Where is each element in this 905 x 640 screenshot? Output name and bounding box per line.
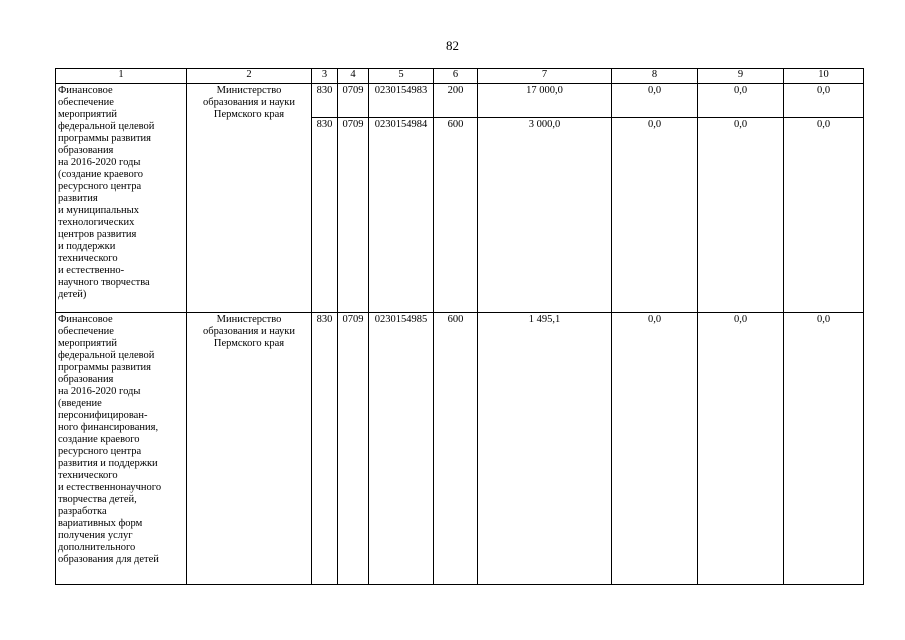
cell-amount-col7: 17 000,0 — [478, 84, 612, 118]
desc-line: технического — [58, 253, 118, 264]
cell-target-code: 0230154983 — [369, 84, 434, 118]
row-1-ministry: Министерство образования и науки Пермского края — [187, 84, 312, 313]
desc-line: и муниципальных — [58, 205, 139, 216]
cell-expense-type: 200 — [434, 84, 478, 118]
cell-target-code: 0230154985 — [369, 313, 434, 585]
row-2-description — [56, 313, 187, 585]
header-col-5: 5 — [369, 69, 434, 84]
desc-line: образования — [58, 374, 114, 385]
desc-line: программы развития — [58, 362, 151, 373]
desc-line: центров развития — [58, 229, 137, 240]
desc-line: ресурсного центра — [58, 446, 142, 457]
header-col-1: 1 — [56, 69, 187, 84]
desc-line: и естественнонаучного — [58, 482, 162, 493]
desc-line: дополнительного — [58, 542, 136, 553]
desc-line: персонифицирован- — [58, 410, 148, 421]
desc-line: вариативных форм — [58, 518, 143, 529]
budget-table — [55, 68, 864, 585]
desc-line: Финансовое — [58, 314, 113, 325]
row-2-ministry: Министерство образования и науки Пермского края — [187, 313, 312, 585]
table-row — [56, 84, 864, 118]
cell-amount-col8: 0,0 — [612, 313, 698, 585]
cell-section-code: 0709 — [338, 313, 369, 585]
desc-line: получения услуг — [58, 530, 133, 541]
cell-amount-col10: 0,0 — [784, 118, 864, 313]
page-number: 82 — [446, 38, 459, 53]
desc-line: Финансовое — [58, 85, 113, 96]
desc-line: федеральной целевой — [58, 121, 155, 132]
row-1-description — [56, 84, 187, 313]
header-col-7: 7 — [478, 69, 612, 84]
cell-amount-col7: 3 000,0 — [478, 118, 612, 313]
cell-amount-col10: 0,0 — [784, 84, 864, 118]
desc-line: технического — [58, 470, 118, 481]
desc-line: мероприятий — [58, 338, 117, 349]
cell-target-code: 0230154984 — [369, 118, 434, 313]
desc-line: ного финансирования, — [58, 422, 159, 433]
desc-line: (введение — [58, 398, 102, 409]
cell-code-830: 830 — [312, 118, 338, 313]
header-col-3: 3 — [312, 69, 338, 84]
cell-amount-col7: 1 495,1 — [478, 313, 612, 585]
cell-amount-col8: 0,0 — [612, 84, 698, 118]
desc-line: образования для детей — [58, 554, 159, 565]
desc-line: образования — [58, 145, 114, 156]
header-col-6: 6 — [434, 69, 478, 84]
desc-line: федеральной целевой — [58, 350, 155, 361]
desc-line: программы развития — [58, 133, 151, 144]
cell-amount-col9: 0,0 — [698, 313, 784, 585]
header-col-2: 2 — [187, 69, 312, 84]
desc-line: развития — [58, 193, 98, 204]
desc-line: (создание краевого — [58, 169, 143, 180]
desc-line: на 2016-2020 годы — [58, 386, 141, 397]
desc-line: и поддержки — [58, 241, 116, 252]
desc-line: ресурсного центра — [58, 181, 142, 192]
desc-line: и естественно- — [58, 265, 125, 276]
cell-amount-col8: 0,0 — [612, 118, 698, 313]
header-col-9: 9 — [698, 69, 784, 84]
cell-section-code: 0709 — [338, 118, 369, 313]
desc-line: разработка — [58, 506, 107, 517]
desc-line: детей) — [58, 289, 87, 300]
cell-amount-col10: 0,0 — [784, 313, 864, 585]
cell-code-830: 830 — [312, 313, 338, 585]
desc-line: научного творчества — [58, 277, 150, 288]
desc-line: на 2016-2020 годы — [58, 157, 141, 168]
cell-expense-type: 600 — [434, 118, 478, 313]
desc-line: обеспечение — [58, 326, 114, 337]
desc-line: развития и поддержки — [58, 458, 158, 469]
desc-line: творчества детей, — [58, 494, 137, 505]
cell-amount-col9: 0,0 — [698, 118, 784, 313]
table-row — [56, 313, 864, 585]
desc-line: технологических — [58, 217, 135, 228]
cell-code-830: 830 — [312, 84, 338, 118]
desc-line: обеспечение — [58, 97, 114, 108]
header-row — [56, 69, 864, 84]
desc-line: создание краевого — [58, 434, 140, 445]
header-col-8: 8 — [612, 69, 698, 84]
cell-expense-type: 600 — [434, 313, 478, 585]
cell-section-code: 0709 — [338, 84, 369, 118]
cell-amount-col9: 0,0 — [698, 84, 784, 118]
header-col-4: 4 — [338, 69, 369, 84]
header-col-10: 10 — [784, 69, 864, 84]
desc-line: мероприятий — [58, 109, 117, 120]
